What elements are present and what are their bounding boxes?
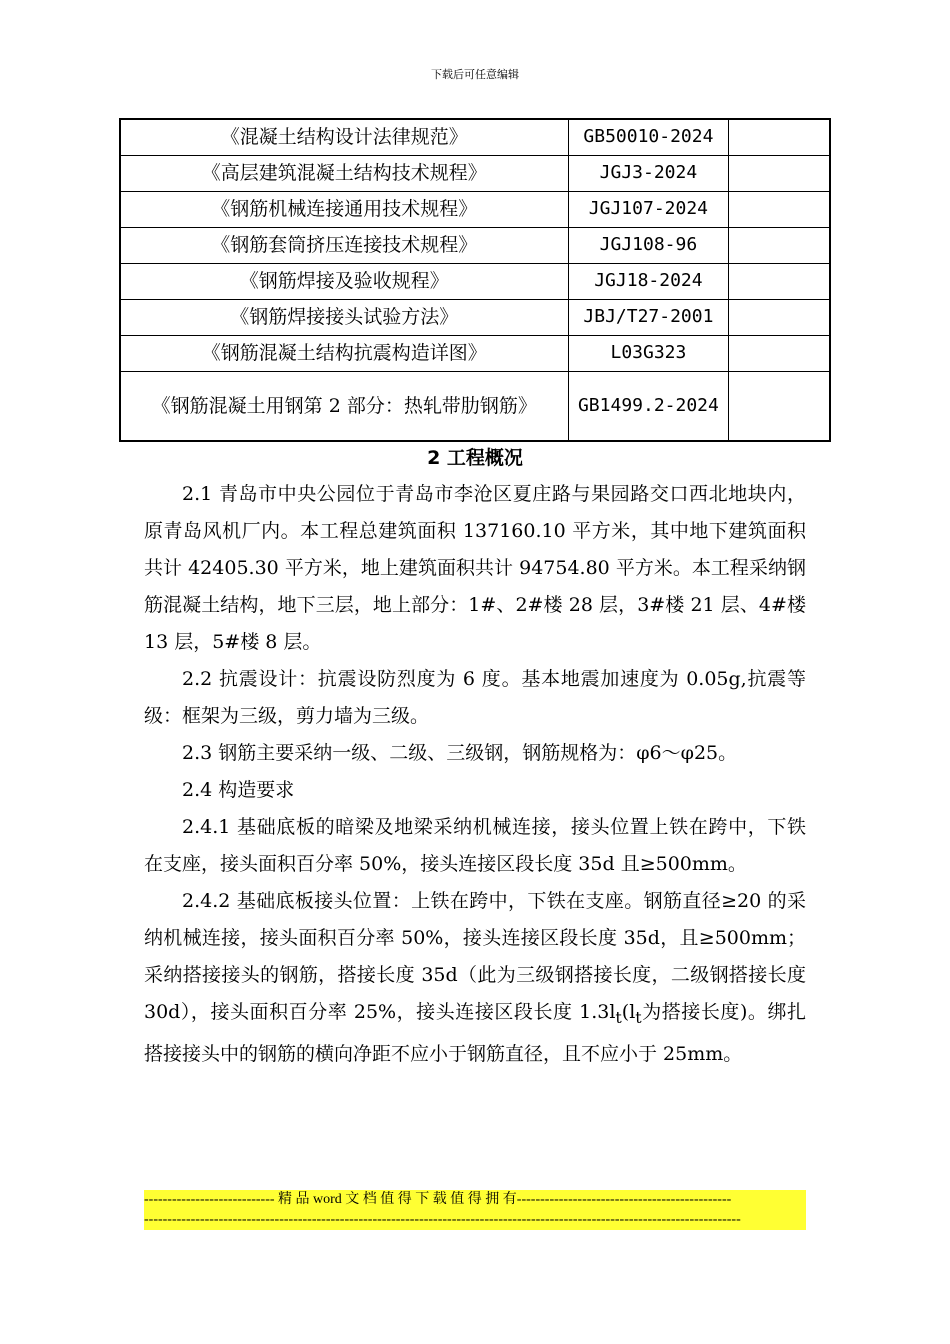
standard-name: 《钢筋混凝土结构抗震构造详图》 (120, 335, 568, 371)
standard-code: GB50010-2024 (568, 119, 729, 155)
table-row (120, 263, 830, 299)
paragraph-2-4: 2.4 构造要求 (182, 779, 295, 801)
standard-code: GB1499.2-2024 (568, 371, 729, 441)
standard-note (729, 263, 830, 299)
standard-note (729, 227, 830, 263)
table-row (120, 299, 830, 335)
standard-note (729, 299, 830, 335)
section-title: 2 工程概况 (427, 447, 523, 469)
footer-line: ---------------------------- 精 品 word 文 档 值 得 下 载 值 得 拥 有---------------------------------------------- (144, 1192, 732, 1207)
table-row (120, 227, 830, 263)
standard-note (729, 191, 830, 227)
table-row (120, 191, 830, 227)
paragraph-text: (l (621, 1001, 636, 1023)
standard-code: JGJ107-2024 (568, 191, 729, 227)
standard-note (729, 119, 830, 155)
paragraph-2-4-1: 2.4.1 基础底板的暗梁及地梁采纳机械连接，接头位置上铁在跨中，下铁在支座，接头面积百分率 50%，接头连接区段长度 35d 且≥500mm。 (144, 816, 806, 875)
standard-note (729, 371, 830, 441)
standard-name: 《高层建筑混凝土结构技术规程》 (120, 155, 568, 191)
paragraph-2-3: 2.3 钢筋主要采纳一级、二级、三级钢，钢筋规格为：φ6～φ25。 (182, 742, 738, 764)
table-row (120, 155, 830, 191)
standards-table (119, 118, 831, 442)
table-row (120, 335, 830, 371)
standard-code: JGJ18-2024 (568, 263, 729, 299)
footer-banner (144, 1190, 806, 1230)
header-note: 下载后可任意编辑 (431, 68, 519, 81)
standard-note (729, 335, 830, 371)
standard-code: JGJ108-96 (568, 227, 729, 263)
paragraph-text: 为搭接长度)。绑扎搭接接头中的钢筋的横向净距不应小于钢筋直径，且不应小于 25mm。 (144, 1001, 806, 1065)
standard-code: JBJ/T27-2001 (568, 299, 729, 335)
paragraph-2-4-2 (144, 883, 806, 1073)
subscript: t (635, 1007, 642, 1027)
standard-name: 《钢筋机械连接通用技术规程》 (120, 191, 568, 227)
standard-note (729, 155, 830, 191)
standard-code: JGJ3-2024 (568, 155, 729, 191)
body-text (144, 476, 806, 1073)
footer-line: -------------------------------------------------------------------------------------------------------------------------------- (144, 1212, 741, 1227)
table-row (120, 119, 830, 155)
standard-name: 《钢筋套筒挤压连接技术规程》 (120, 227, 568, 263)
standard-name: 《钢筋混凝土用钢第 2 部分：热轧带肋钢筋》 (120, 371, 568, 441)
subscript: t (615, 1007, 622, 1027)
standard-name: 《钢筋焊接接头试验方法》 (120, 299, 568, 335)
standard-name: 《混凝土结构设计法律规范》 (120, 119, 568, 155)
paragraph-2-1: 2.1 青岛市中央公园位于青岛市李沧区夏庄路与果园路交口西北地块内，原青岛风机厂内。本工程总建筑面积 137160.10 平方米，其中地下建筑面积共计 42405.30 平方米，地上建筑面积共计 94754.80 平方米。本工程采纳钢筋混凝土结构，地下三层，地上部分：1#、2#楼 28 层，3#楼 21 层、4#楼 13 层，5#楼 8 层。 (144, 483, 806, 653)
standard-name: 《钢筋焊接及验收规程》 (120, 263, 568, 299)
standard-code: L03G323 (568, 335, 729, 371)
paragraph-text: 2.4.2 基础底板接头位置：上铁在跨中，下铁在支座。钢筋直径≥20 的采纳机械连接，接头面积百分率 50%，接头连接区段长度 35d，且≥500mm；采纳搭接接头的钢筋，搭接长度 35d（此为三级钢搭接长度，二级钢搭接长度 30d），接头面积百分率 25%，接头连接区段长度 1.3l (144, 890, 806, 1023)
paragraph-2-2: 2.2 抗震设计：抗震设防烈度为 6 度。基本地震加速度为 0.05g,抗震等级：框架为三级，剪力墙为三级。 (144, 668, 806, 727)
table-row (120, 371, 830, 441)
